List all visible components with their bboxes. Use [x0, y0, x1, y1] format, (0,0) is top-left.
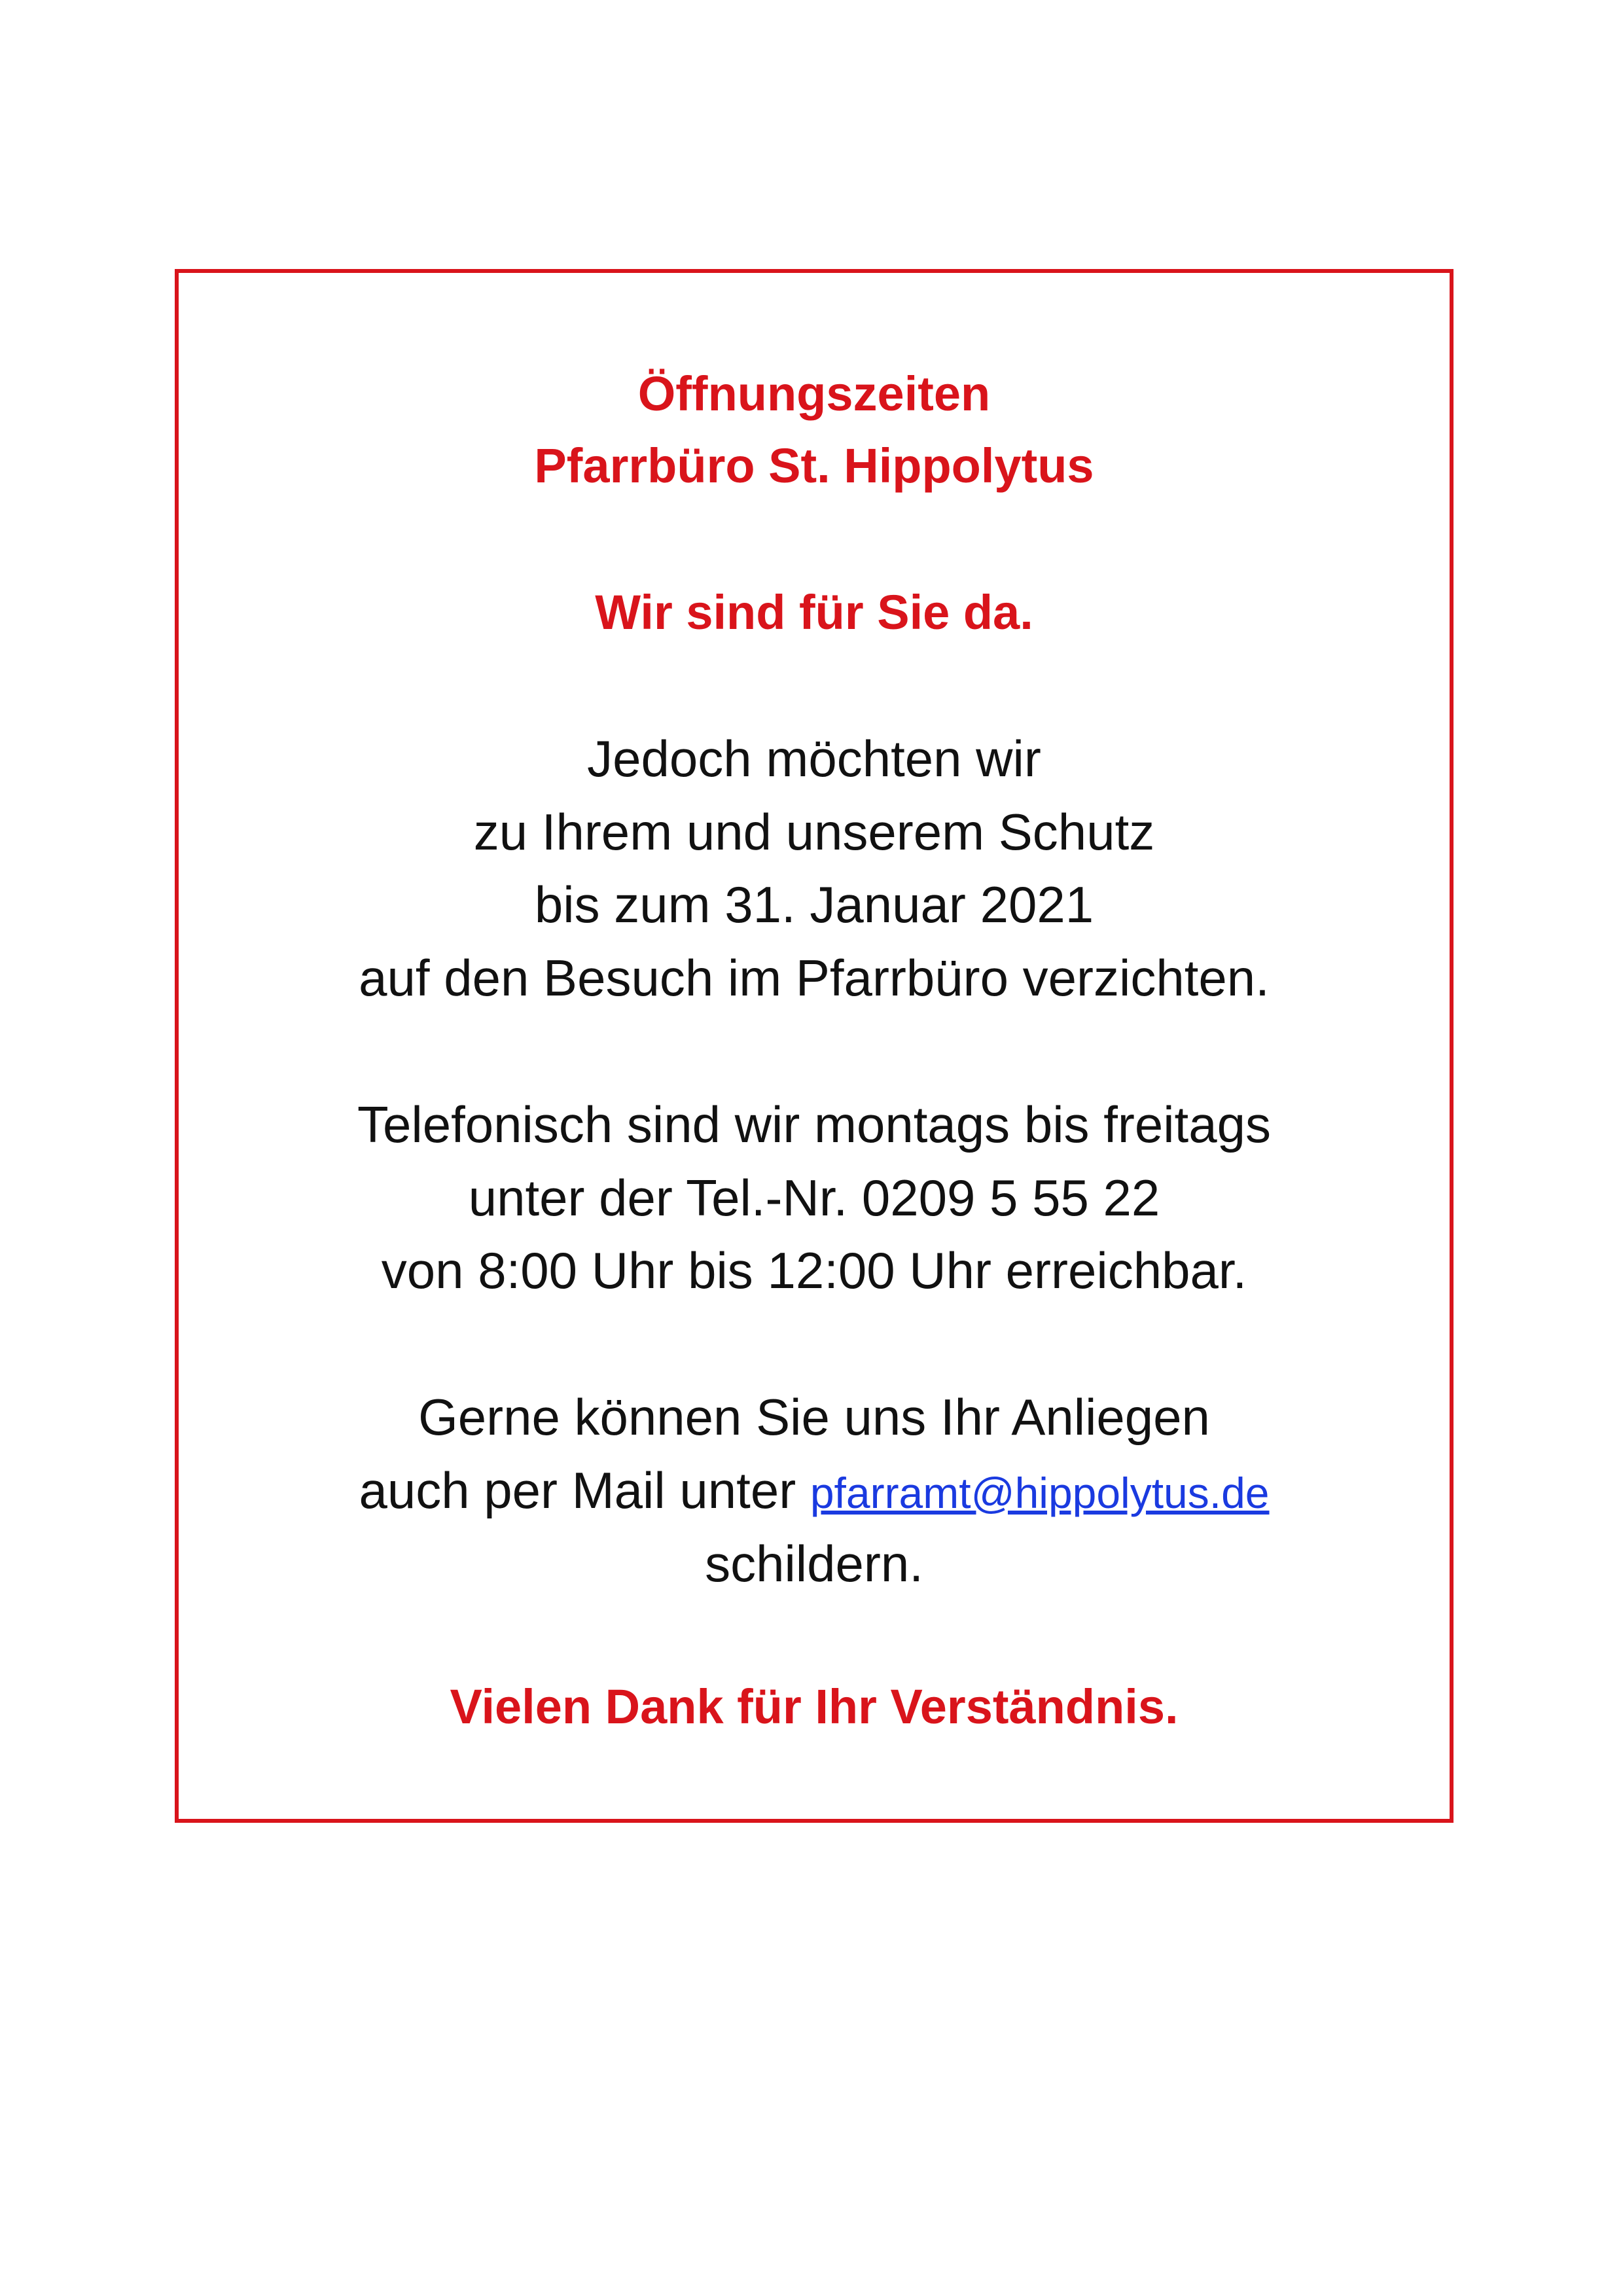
mail-line-1: Gerne können Sie uns Ihr Anliegen: [418, 1388, 1210, 1446]
heading-title: Öffnungszeiten: [637, 367, 991, 421]
visit-line-1: Jedoch möchten wir: [587, 730, 1041, 787]
visit-line-4: auf den Besuch im Pfarrbüro verzichten.: [359, 949, 1270, 1007]
mail-line-2-prefix: auch per Mail unter: [359, 1462, 810, 1519]
tagline: Wir sind für Sie da.: [595, 585, 1033, 639]
mail-line-3: schildern.: [705, 1535, 923, 1592]
closing-thanks: Vielen Dank für Ihr Verständnis.: [450, 1679, 1179, 1734]
email-link[interactable]: pfarramt@hippolytus.de: [810, 1469, 1270, 1517]
phone-line-3: von 8:00 Uhr bis 12:00 Uhr erreichbar.: [381, 1242, 1247, 1299]
visit-line-3: bis zum 31. Januar 2021: [534, 876, 1094, 933]
phone-line-2: unter der Tel.-Nr. 0209 5 55 22: [468, 1169, 1160, 1227]
phone-line-1: Telefonisch sind wir montags bis freitags: [357, 1096, 1271, 1153]
heading-subtitle: Pfarrbüro St. Hippolytus: [534, 439, 1094, 493]
mail-line-2: [179, 1462, 1450, 1519]
notice-box: [175, 269, 1454, 1823]
visit-line-2: zu Ihrem und unserem Schutz: [473, 803, 1155, 861]
